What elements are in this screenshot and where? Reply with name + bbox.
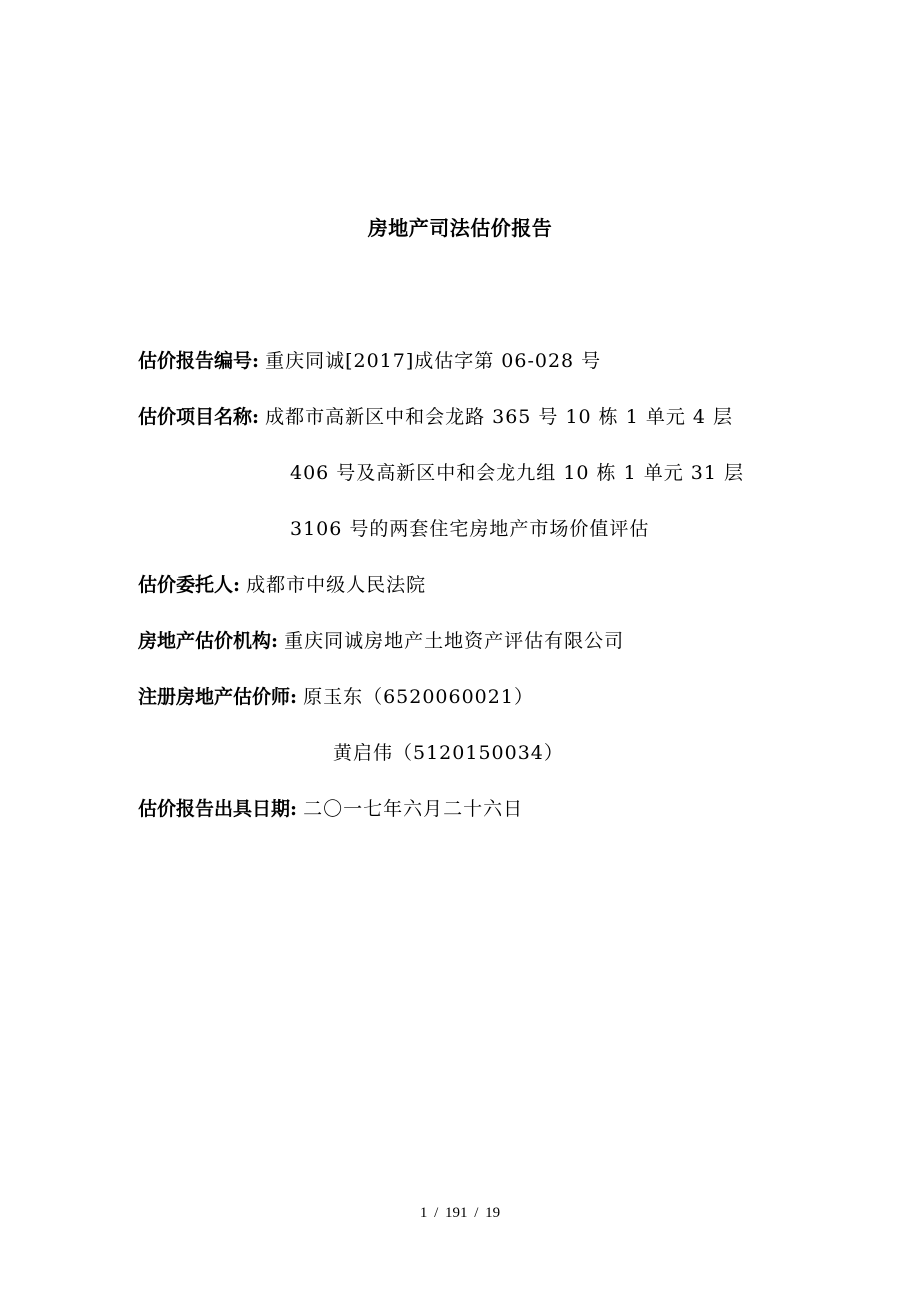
agency-value: 重庆同诚房地产土地资产评估有限公司 bbox=[284, 630, 625, 652]
project-name-line-1: 成都市高新区中和会龙路 365 号 10 栋 1 单元 4 层 bbox=[265, 406, 733, 428]
appraisers-row bbox=[138, 684, 534, 710]
appraisers-label: 注册房地产估价师: bbox=[138, 686, 298, 708]
report-number-value: 重庆同诚[2017]成估字第 06-028 号 bbox=[265, 350, 602, 372]
appraiser-1: 原玉东（6520060021） bbox=[303, 686, 534, 708]
project-name-row bbox=[138, 404, 733, 430]
issue-date-label: 估价报告出具日期: bbox=[138, 798, 298, 820]
agency-label: 房地产估价机构: bbox=[138, 630, 279, 652]
client-label: 估价委托人: bbox=[138, 574, 241, 596]
project-name-line-3: 3106 号的两套住宅房地产市场价值评估 bbox=[290, 518, 650, 540]
agency-row bbox=[138, 628, 624, 654]
appraiser-2: 黄启伟（5120150034） bbox=[333, 742, 564, 764]
issue-date-value: 二〇一七年六月二十六日 bbox=[303, 798, 524, 820]
client-value: 成都市中级人民法院 bbox=[246, 574, 427, 596]
report-number-label: 估价报告编号: bbox=[138, 350, 260, 372]
project-name-line-2: 406 号及高新区中和会龙九组 10 栋 1 单元 31 层 bbox=[290, 462, 744, 484]
project-name-label: 估价项目名称: bbox=[138, 406, 260, 428]
page-footer: 1 / 191 / 19 bbox=[419, 1205, 501, 1221]
issue-date-row bbox=[138, 796, 523, 822]
report-number-row bbox=[138, 348, 601, 374]
client-row bbox=[138, 572, 426, 598]
document-title: 房地产司法估价报告 bbox=[367, 216, 553, 240]
